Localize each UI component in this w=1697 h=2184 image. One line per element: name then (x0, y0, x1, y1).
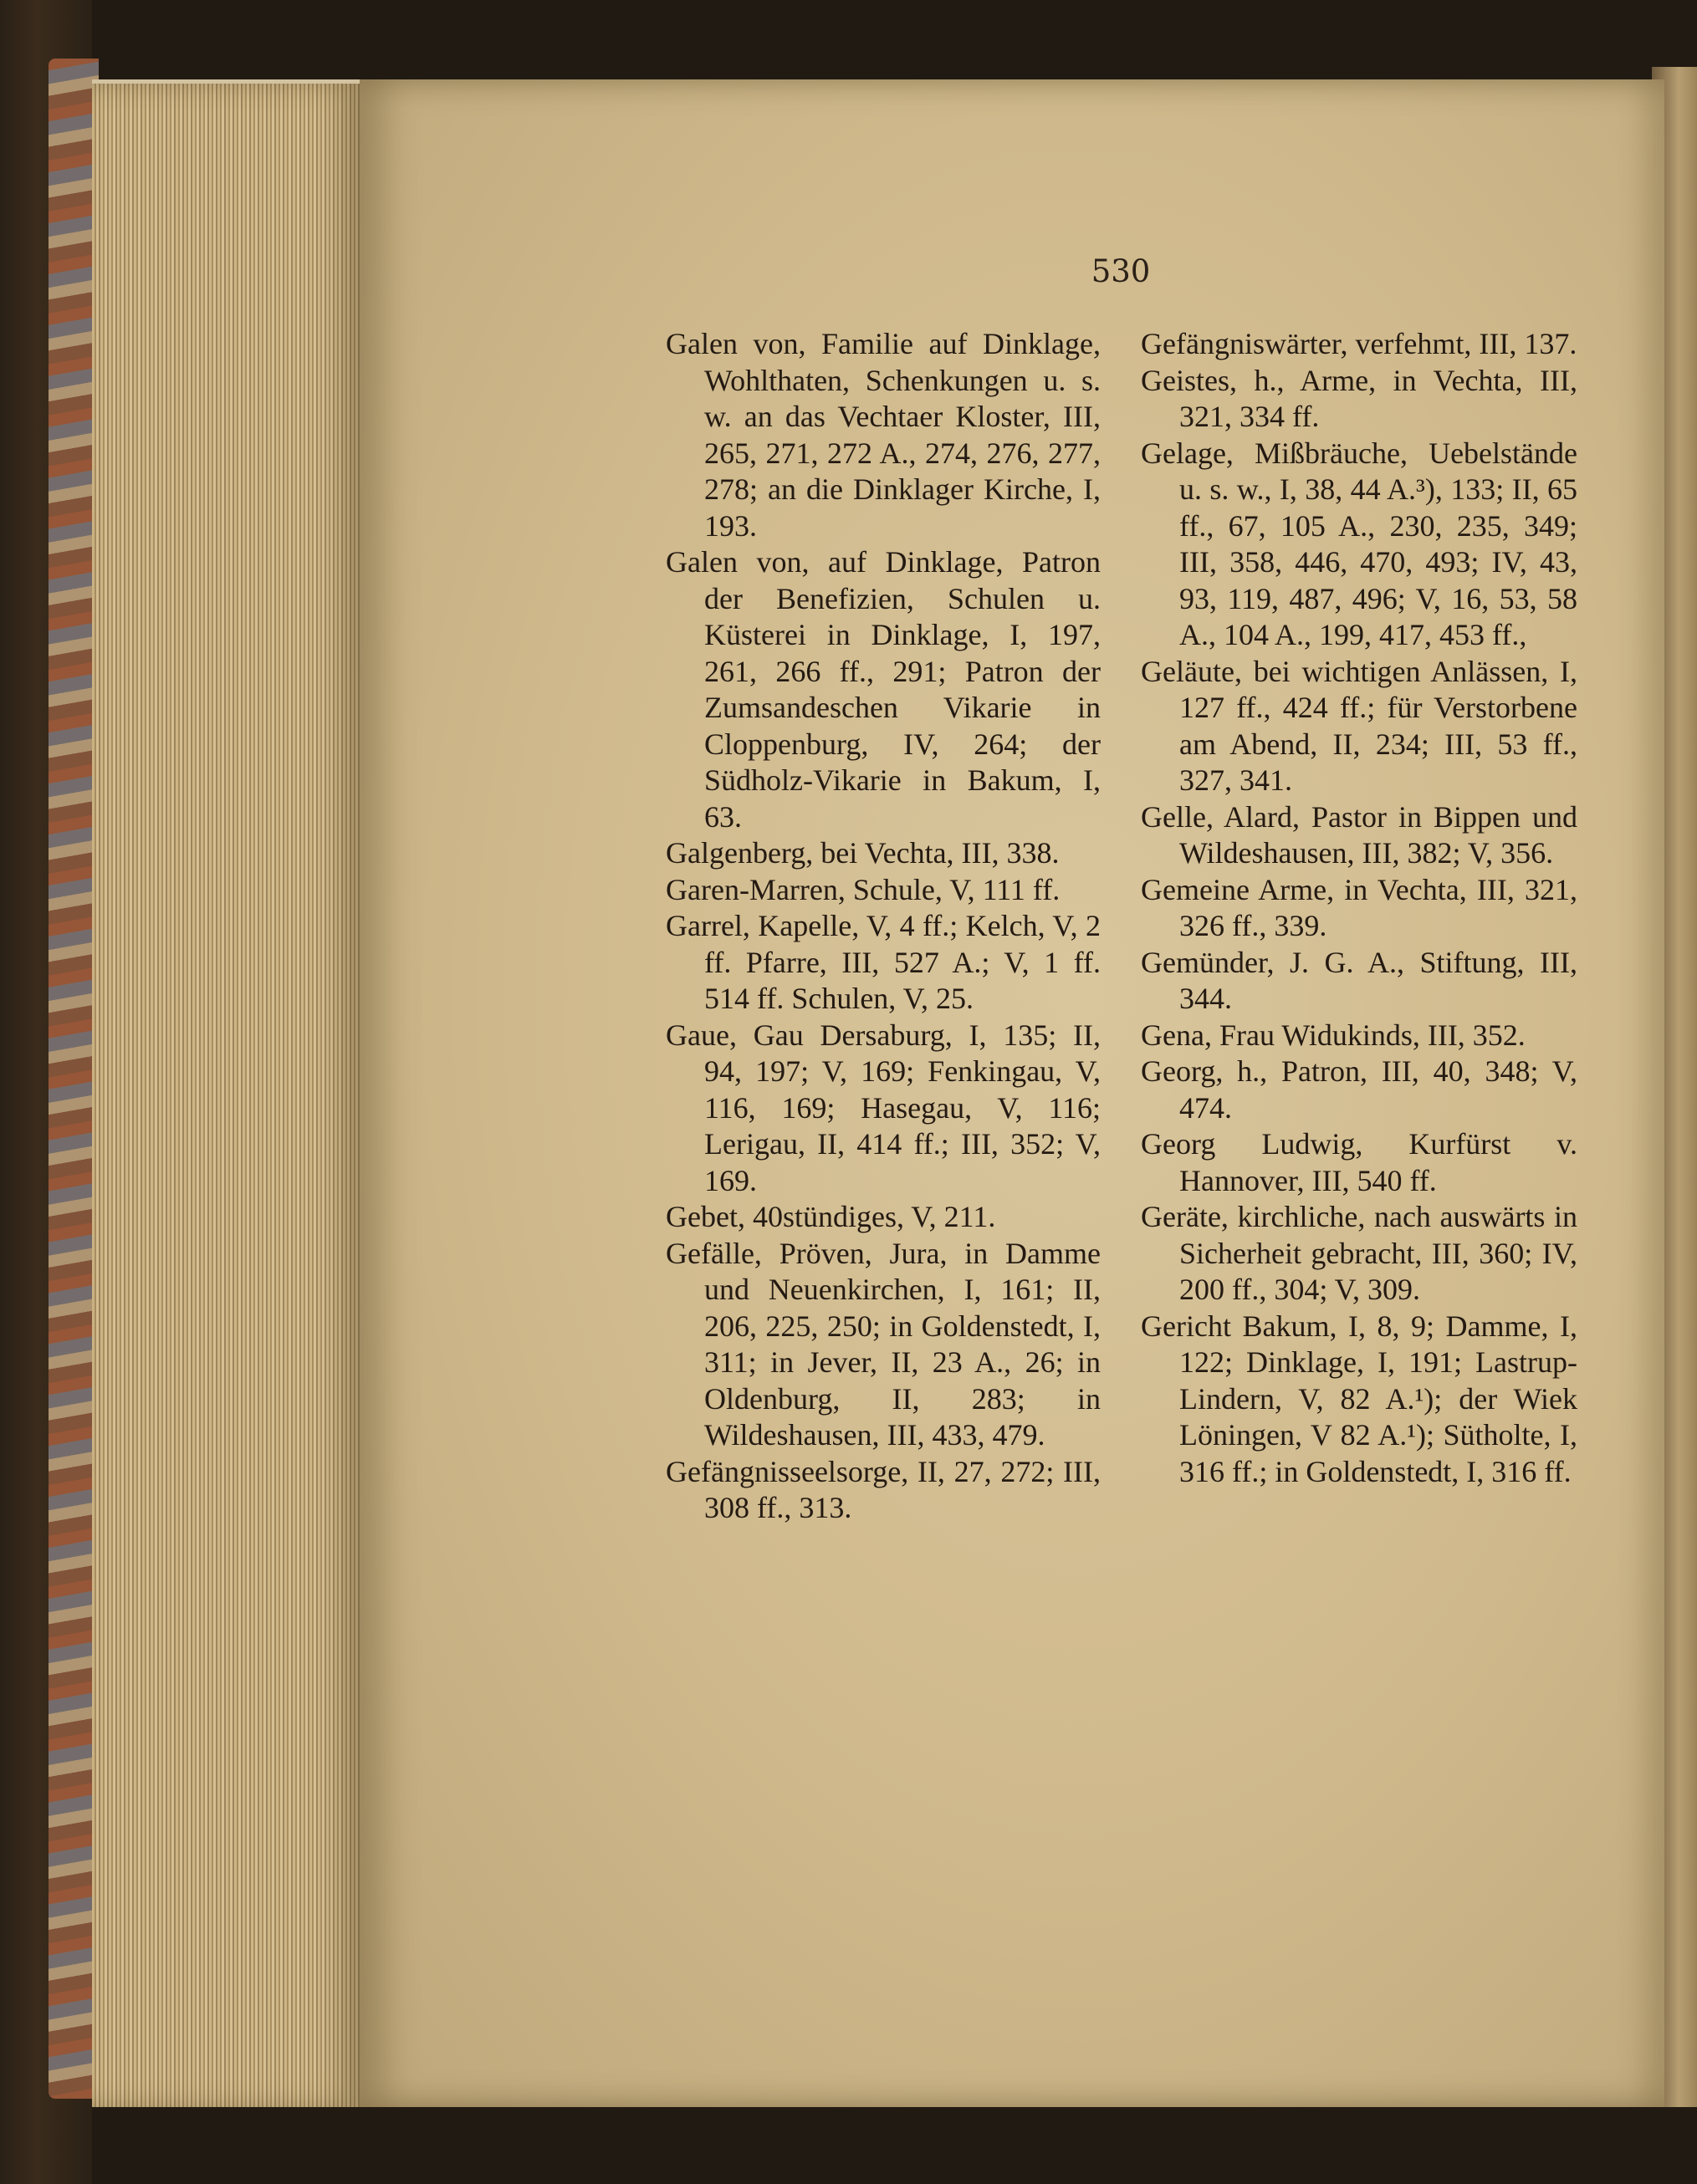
index-column-right (1141, 326, 1577, 1490)
index-entry: Gemünder, J. G. A., Stiftung, III, 344. (1141, 945, 1577, 1015)
index-entry: Georg Ludwig, Kurfürst v. Hannover, III, 540 ff. (1141, 1127, 1577, 1197)
page-stack-edges (92, 84, 360, 2107)
index-entry: Gefängniswärter, verfehmt, III, 137. (1141, 327, 1577, 360)
index-entry: Gebet, 40stündiges, V, 211. (666, 1200, 996, 1233)
marbled-cover-edge (49, 59, 99, 2099)
index-entry: Geistes, h., Arme, in Vechta, III, 321, 334 ff. (1141, 363, 1577, 433)
index-entry: Geräte, kirchliche, nach auswärts in Sicherheit gebracht, III, 360; IV, 200 ff., 304; V, 309. (1141, 1200, 1577, 1306)
index-entry: Gelage, Mißbräuche, Uebelstände u. s. w., I, 38, 44 A.³), 133; II, 65 ff., 67, 105 A., 230, 235, 349; III, 358, 446, 470, 493; IV, 43, 93, 119, 487, 496; V, 16, 53, 58 A., 104 A., 199, 417, 453 ff., (1141, 436, 1577, 651)
index-entry: Gericht Bakum, I, 8, 9; Damme, I, 122; Dinklage, I, 191; Lastrup-Lindern, V, 82 A.¹); der Wiek Löningen, V 82 A.¹); Sütholte, I, 316 ff.; in Goldenstedt, I, 316 ff. (1141, 1309, 1577, 1488)
index-entry: Gena, Frau Widukinds, III, 352. (1141, 1018, 1526, 1052)
index-entry: Geläute, bei wichtigen Anlässen, I, 127 ff., 424 ff.; für Verstorbene am Abend, II, 234; III, 53 ff., 327, 341. (1141, 654, 1577, 797)
index-entry: Gaue, Gau Dersaburg, I, 135; II, 94, 197; V, 169; Fenkingau, V, 116, 169; Hasegau, V, 116; Lerigau, II, 414 ff.; III, 352; V, 169. (666, 1018, 1101, 1197)
index-entry: Gefängnisseelsorge, II, 27, 272; III, 308 ff., 313. (666, 1454, 1101, 1524)
index-entry: Gelle, Alard, Pastor in Bippen und Wildeshausen, III, 382; V, 356. (1141, 799, 1577, 870)
index-entry: Gefälle, Pröven, Jura, in Damme und Neuenkirchen, I, 161; II, 206, 225, 250; in Goldenstedt, I, 311; in Jever, II, 23 A., 26; in Oldenburg, II, 283; in Wildeshausen, III, 433, 479. (666, 1236, 1101, 1452)
index-entry: Gemeine Arme, in Vechta, III, 321, 326 ff., 339. (1141, 872, 1577, 942)
index-entry: Georg, h., Patron, III, 40, 348; V, 474. (1141, 1054, 1577, 1125)
index-entry: Garen-Marren, Schule, V, 111 ff. (666, 872, 1061, 906)
page-number: 530 (1091, 253, 1151, 289)
index-entry: Garrel, Kapelle, V, 4 ff.; Kelch, V, 2 ff. Pfarre, III, 527 A.; V, 1 ff. 514 ff. Schulen, V, 25. (666, 909, 1101, 1015)
index-entry: Galgenberg, bei Vechta, III, 338. (666, 836, 1060, 870)
index-entry: Galen von, Familie auf Dinklage, Wohlthaten, Schenkungen u. s. w. an das Vechtaer Kloster, III, 265, 271, 272 A., 274, 276, 277, 278; an die Dinklager Kirche, I, 193. (666, 327, 1101, 543)
index-column-left (666, 326, 1101, 1527)
index-entry: Galen von, auf Dinklage, Patron der Benefizien, Schulen u. Küsterei in Dinklage, I, 197, 261, 266 ff., 291; Patron der Zumsandeschen Vikarie in Cloppenburg, IV, 264; der Südholz-Vikarie in Bakum, I, 63. (666, 545, 1101, 834)
